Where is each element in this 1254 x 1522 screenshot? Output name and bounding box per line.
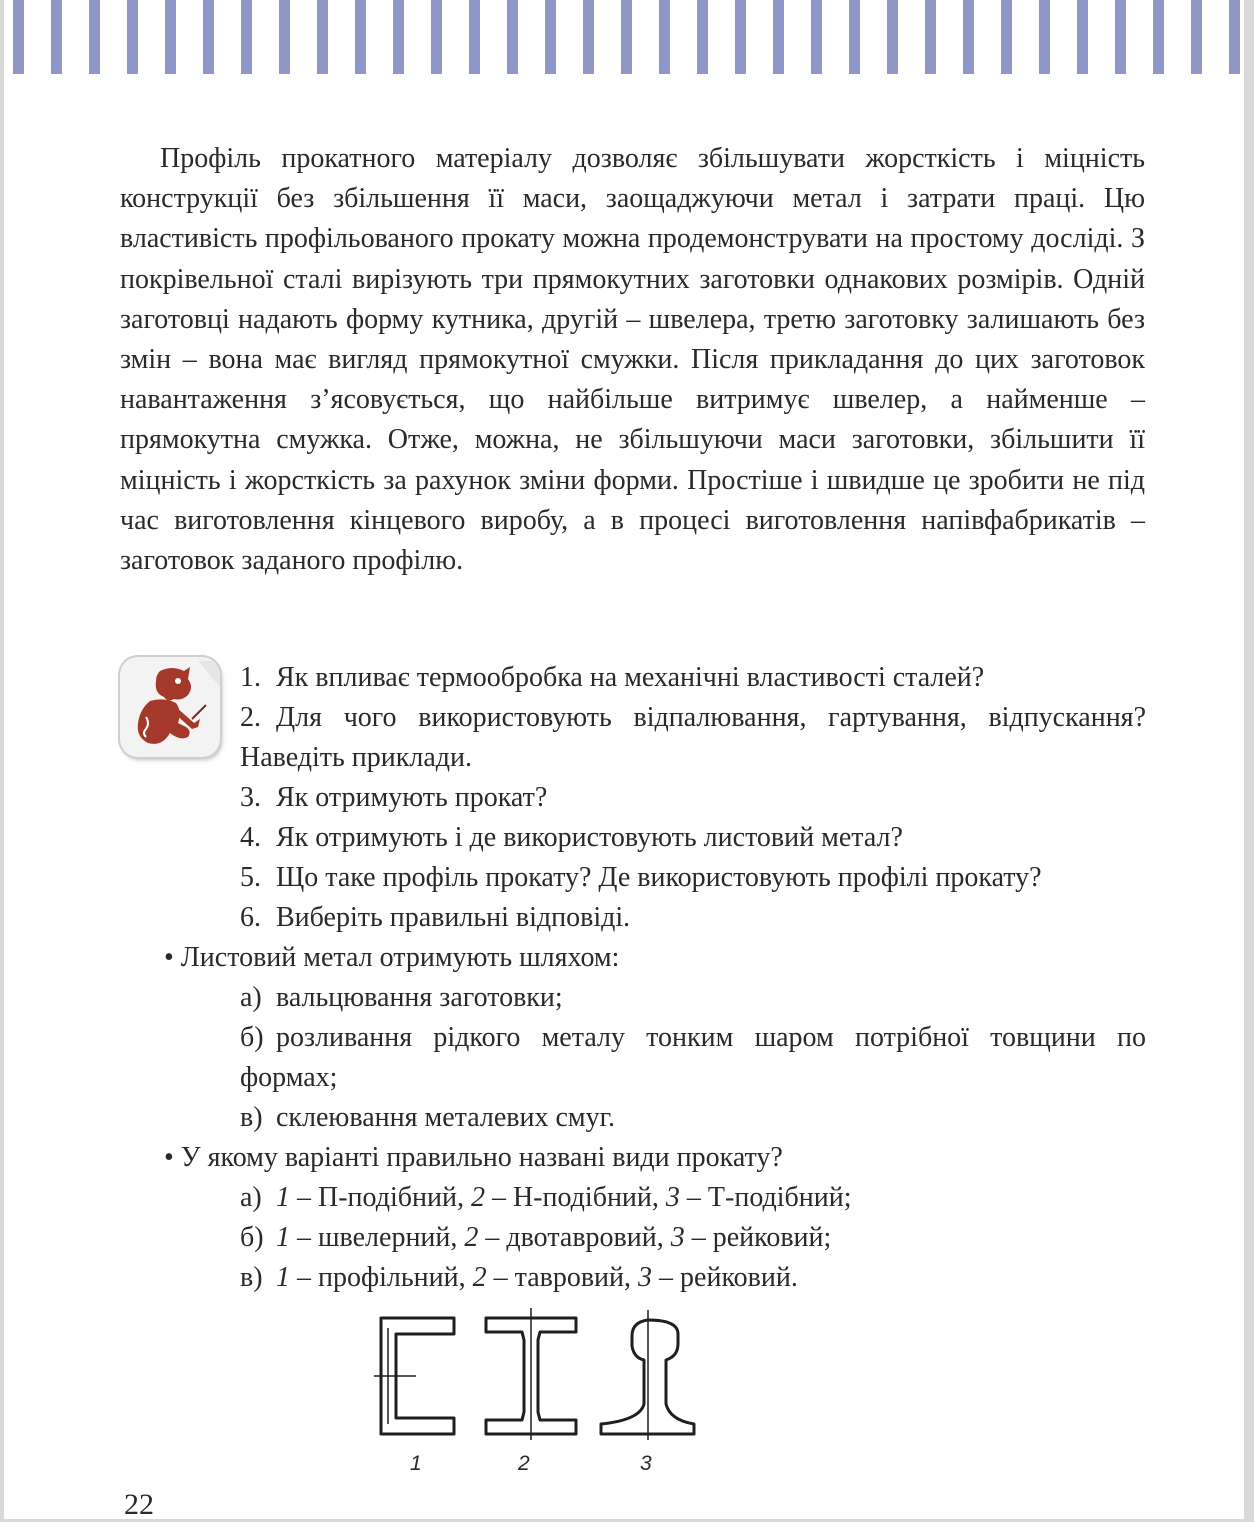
- option-a-types: а) 1 – П-подібний, 2 – Н-подібний, 3 – Т-подібний;: [240, 1182, 852, 1213]
- option-b: б) розливання рідкого металу тонким шаром потрібної товщини по формах;: [240, 1022, 1146, 1093]
- question-4: 4. Як отримують і де використовують листовий метал?: [240, 822, 903, 853]
- header-stripes: [4, 0, 1244, 74]
- thinking-person-icon: [120, 657, 220, 757]
- question-1: 1. Як впливає термообробка на механічні властивості сталей?: [240, 662, 985, 693]
- option-c: в) склеювання металевих смуг.: [240, 1102, 615, 1133]
- bullet-sheet-metal: • Листовий метал отримують шляхом:: [164, 942, 620, 973]
- question-5: 5. Що таке профіль прокату? Де використовують профілі прокату?: [240, 862, 1042, 893]
- figure-label-2: 2: [518, 1452, 530, 1475]
- option-b-types: б) 1 – швелерний, 2 – двотавровий, 3 – рейковий;: [240, 1222, 832, 1253]
- bullet-rolled-types: • У якому варіанті правильно названі види прокату?: [164, 1142, 783, 1173]
- page: [4, 0, 1244, 1519]
- page-number: 22: [124, 1488, 154, 1521]
- profile-figure: [364, 1300, 724, 1490]
- question-6: 6. Виберіть правильні відповіді.: [240, 902, 631, 933]
- question-3: 3. Як отримують прокат?: [240, 782, 548, 813]
- figure-label-1: 1: [410, 1452, 422, 1475]
- option-a: а) вальцювання заготовки;: [240, 982, 563, 1013]
- option-c-types: в) 1 – профільний, 2 – тавровий, 3 – рейковий.: [240, 1262, 798, 1293]
- question-2: 2. Для чого використовують відпалювання, гартування, відпускання? Наведіть приклади.: [240, 702, 1146, 773]
- body-paragraph: Профіль прокатного матеріалу дозволяє збільшувати жорсткість і міцність конструкції без збільшення її маси, заощаджуючи метал і затрати праці. Цю властивість профільованого прокату можна продемонструвати на простому досліді. З покрівельної сталі вирізують три прямокутних заготовки однакових розмірів. Одній заготовці надають форму кутника, другій – швелера, третю заготовку залишають без змін – вона має вигляд прямокутної смужки. Після прикладання до цих заготовок навантаження з’ясовується, що найбільше витримує швелер, а найменше – прямокутна смужка. Отже, можна, не збільшуючи маси заготовки, збільшити її міцність і жорсткість за рахунок зміни форми. Простіше і швидше це зробити не під час виготовлення кінцевого виробу, а в процесі виготовлення напівфабрикатів – заготовок заданого профілю.: [120, 143, 1145, 577]
- figure-label-3: 3: [640, 1452, 652, 1475]
